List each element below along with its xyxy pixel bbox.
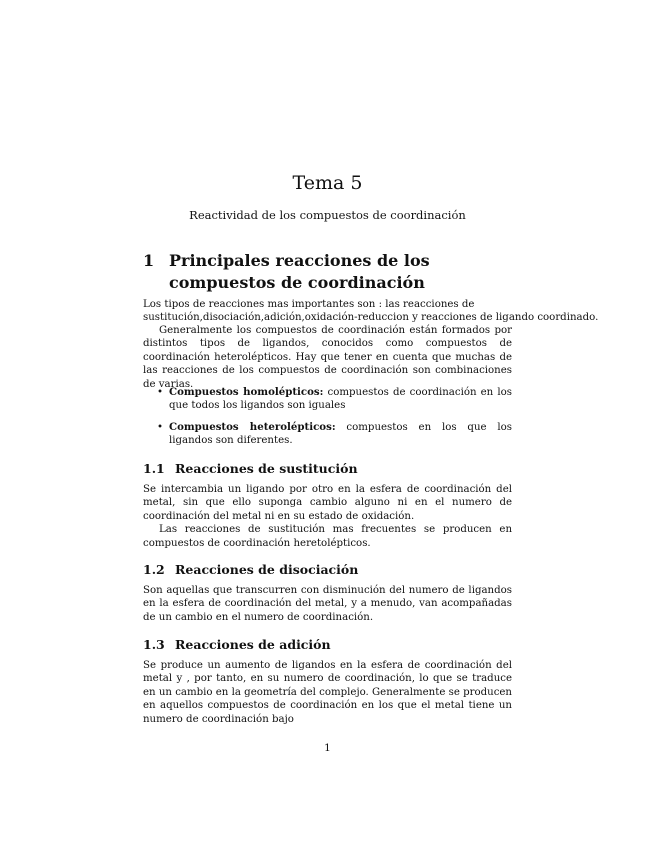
list-item-term: Compuestos heterolépticos: [169, 420, 336, 433]
page-number: 1 [324, 742, 331, 754]
subsection-heading [143, 637, 331, 652]
document-title: Tema 5 [292, 172, 363, 194]
paragraph: Se intercambia un ligando por otro en la esfera de coordinación del metal, sin que ello suponga cambio alguno ni en el numero de coordinación del metal ni en su estado de oxidación. [143, 484, 512, 522]
bullet-icon: • [157, 387, 164, 398]
subsection-number: 1.3 [143, 637, 165, 652]
list-item [143, 421, 512, 448]
paragraph: Los tipos de reacciones mas importantes son : las reacciones de sustitución,disociación,adición,oxidación-reduccion y reacciones de ligando coordinado. [143, 299, 599, 324]
subsection3-body [143, 659, 512, 726]
paragraph: Generalmente los compuestos de coordinación están formados por distintos tipos de ligandos, conocidos como compuestos de coordinación heterolépticos. Hay que tener en cuenta que muchas de las reacciones de los compuestos de coordinación son combinaciones de varias. [143, 325, 512, 390]
section-title: Principales reacciones de los compuestos de coordinación [169, 251, 430, 292]
subsection-heading [143, 562, 358, 577]
paragraph: Las reacciones de sustitución mas frecuentes se producen en compuestos de coordinación heretolépticos. [143, 524, 512, 549]
paragraph: Son aquellas que transcurren con disminución del numero de ligandos en la esfera de coordinación del metal, y a menudo, van acompañadas de un cambio en el numero de coordinación. [143, 585, 512, 623]
bullet-icon: • [157, 421, 164, 433]
subsection-number: 1.1 [143, 461, 165, 476]
bullet-list [143, 386, 512, 448]
list-item-text: compuestos de coordinación en los que todos los ligandos son iguales [169, 387, 512, 412]
subsection-number: 1.2 [143, 562, 165, 577]
list-item-text: compuestos en los que los ligandos son diferentes. [169, 421, 512, 447]
list-item [143, 386, 512, 413]
section1-body [143, 324, 512, 391]
list-item-term: Compuestos homolépticos: [169, 386, 324, 398]
subsection-title: Reacciones de disociación [175, 562, 359, 577]
section-heading [143, 250, 518, 294]
subsection-title: Reacciones de adición [175, 637, 331, 652]
subsection-title: Reacciones de sustitución [175, 461, 358, 476]
section1-intro [143, 298, 623, 325]
paragraph: Se produce un aumento de ligandos en la esfera de coordinación del metal y , por tanto, en su numero de coordinación, lo que se traduce en un cambio en la geometría del complejo. Generalmente se producen en aquellos compuestos de coordinación en los que el metal tiene un numero de coordinación bajo [143, 660, 512, 725]
subsection-heading [143, 461, 358, 476]
subsection2-body [143, 584, 512, 624]
subsection1-body [143, 483, 512, 550]
section-number: 1 [143, 251, 155, 270]
document-subtitle: Reactividad de los compuestos de coordinación [189, 208, 466, 222]
